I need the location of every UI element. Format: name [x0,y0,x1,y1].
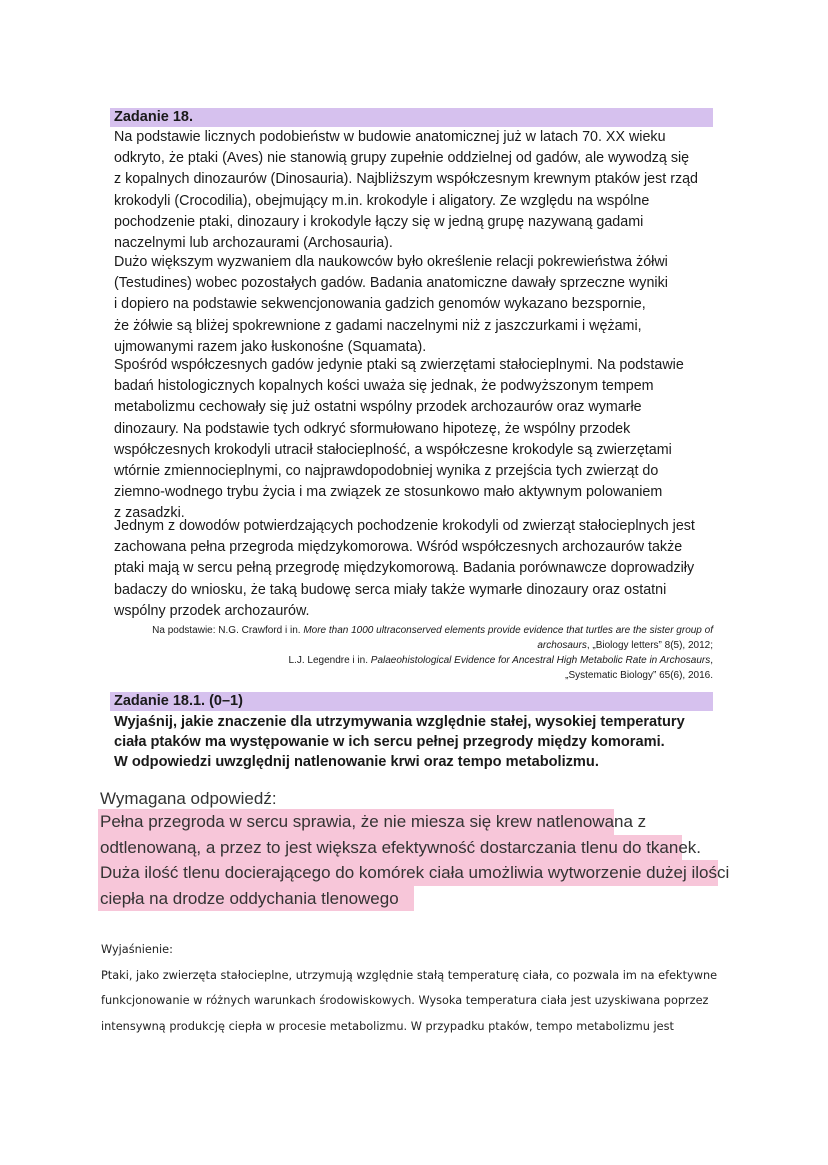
text-line: intensywną produkcję ciepła w procesie metabolizmu. W przypadku ptaków, tempo metabolizmu jest [101,1019,674,1033]
text-line: krokodyli (Crocodilia), obejmujący m.in. krokodyle i aligatory. Ze względu na wspólne [114,192,650,209]
text-line: (Testudines) wobec pozostałych gadów. Badania anatomiczne dawały sprzeczne wyniki [114,275,668,292]
text-line: Spośród współczesnych gadów jedynie ptaki są zwierzętami stałocieplnymi. Na podstawie [114,357,684,373]
highlighted-line: ciepła na drodze oddychania tlenowego [98,886,414,912]
text-line: W odpowiedzi uwzględnij natlenowanie krwi oraz tempo metabolizmu. [114,754,599,770]
text-line: Dużo większym wyzwaniem dla naukowców było określenie relacji pokrewieństwa żółwi [114,254,668,270]
citation-title: Palaeohistological Evidence for Ancestral High Metabolic Rate in Archosaurs [370,655,711,666]
text-line: badaczy do wniosku, że taką budowę serca miały także wymarłe dinozaury oraz ostatni [114,581,667,598]
highlighted-line: odtlenowaną, a przez to jest większa efektywność dostarczania tlenu do tkanek. [98,835,682,861]
text-line: wtórnie zmiennocieplnymi, co najprawdopodobniej wynika z przejścia tych zwierząt do [114,463,659,480]
text-line: ptaki mają w sercu pełną przegrodę międzykomorową. Badania porównawcze doprowadziły [114,560,695,577]
text-line: i dopiero na podstawie sekwencjonowania gadzich genomów wykazano bezspornie, [114,296,646,313]
highlighted-line: Pełna przegroda w sercu sprawia, że nie miesza się krew natlenowana z [98,809,614,835]
text-line: wspólny przodek archozaurów. [114,602,310,619]
text-line: dinozaury. Na podstawie tych odkryć sformułowano hipotezę, że wspólny przodek [114,420,631,437]
answer [98,809,730,911]
answer-label: Wymagana odpowiedź: [100,789,277,808]
highlighted-line: Duża ilość tlenu docierającego do komórek ciała umożliwia wytworzenie dużej ilości [98,860,718,886]
source-citation: Na podstawie: N.G. Crawford i in. More than 1000 ultraconserved elements provide evidence that turtles are the sister group of archosaurs, „Biology letters” 8(5), 2012; L.J. Legendre i in. Palaeohistological Evidence for Ancestral High Metabolic Rate in Archosaurs, „Systematic Biology” 65(6), 2016. [152,625,713,681]
question [114,712,685,772]
text-line: ujmowanymi razem jako łuskonośne (Squamata). [114,338,427,355]
text-line: Jednym z dowodów potwierdzających pochodzenie krokodyli od zwierząt stałocieplnych jest [114,518,695,534]
paragraph-2 [114,252,668,358]
citation-journal: , „Biology letters” 8(5), 2012; [586,640,713,651]
paragraph-4 [114,516,695,622]
paragraph-3 [114,355,684,525]
explanation [101,937,717,1039]
citation-title: archosaurs [537,640,587,651]
text-line: Wyjaśnij, jakie znaczenie dla utrzymywania względnie stałej, wysokiej temperatury [114,714,685,730]
subtask-header: Zadanie 18.1. (0–1) [110,692,713,711]
text-line: naczelnymi lub archozaurami (Archosauria). [114,235,393,252]
text-line: Na podstawie licznych podobieństw w budowie anatomicznej już w latach 70. XX wieku [114,129,666,145]
text-line: z zasadzki. [114,505,185,522]
citation-journal: „Systematic Biology” 65(6), 2016. [565,670,713,681]
text-line: metabolizmu cechowały się już ostatni wspólny przodek archozaurów oraz wymarłe [114,399,642,416]
text-line: pochodzenie ptaki, dinozaury i krokodyle łączy się w jedną grupę nazywaną gadami [114,213,644,230]
text-line: odkryto, że ptaki (Aves) nie stanowią grupy zupełnie oddzielnej od gadów, ale wywodzą się [114,150,690,167]
text-line: ziemno-wodnego trybu życia i ma związek ze stosunkowo mało aktywnym polowaniem [114,484,663,501]
citation-title: More than 1000 ultraconserved elements provide evidence that turtles are the sister group of [303,625,713,636]
text-line: współczesnych krokodyli utracił stałocieplność, a współczesne krokodyle są zwierzętami [114,441,672,458]
paragraph-1 [114,127,698,254]
text-line: ciała ptaków ma występowanie w ich sercu pełnej przegrody między komorami. [114,734,665,750]
text-line: z kopalnych dinozaurów (Dinosauria). Najbliższym współczesnym krewnym ptaków jest rząd [114,171,699,188]
task-header: Zadanie 18. [110,108,713,127]
citation-author: L.J. Legendre i in. [288,655,371,666]
text-line: funkcjonowanie w różnych warunkach środowiskowych. Wysoka temperatura ciała jest uzyskiwana poprzez [101,994,709,1007]
explanation-label: Wyjaśnienie: [101,943,173,956]
citation-prefix: Na podstawie: N.G. Crawford i in. [152,625,304,636]
text-line: że żółwie są bliżej spokrewnione z gadami naczelnymi niż z jaszczurkami i wężami, [114,317,642,334]
text-line: Ptaki, jako zwierzęta stałocieplne, utrzymują względnie stałą temperaturę ciała, co pozwala im na efektywne [101,968,718,982]
text-line: zachowana pełna przegroda międzykomorowa. Wśród współczesnych archozaurów także [114,539,683,556]
text-line: badań histologicznych kopalnych kości uważa się jednak, że podwyższonym tempem [114,378,654,395]
